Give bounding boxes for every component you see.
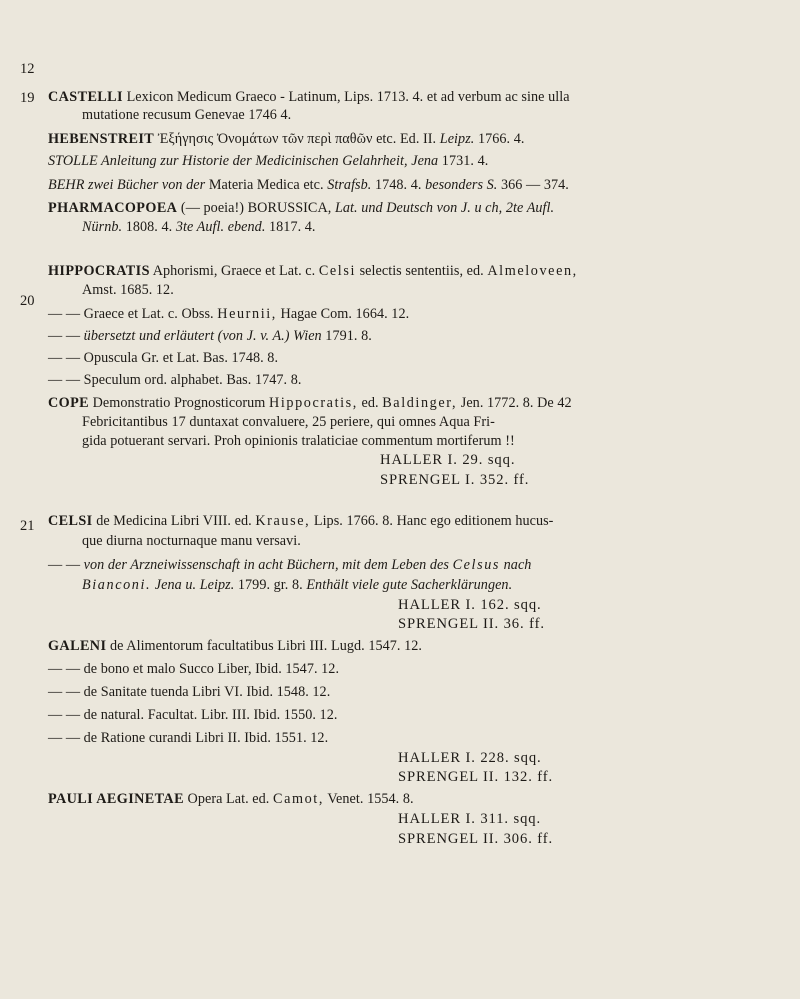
text-run: HALLER I. 311. sqq. xyxy=(398,811,542,827)
text-run: HALLER I. 228. sqq. xyxy=(398,750,542,766)
margin-number: 21 xyxy=(20,518,35,534)
text-run: 366 — 374. xyxy=(497,177,569,193)
text-run: mutatione recusum Genevae 1746 4. xyxy=(82,107,292,123)
text-run: Strafsb. xyxy=(327,177,372,193)
text-run: Celsus xyxy=(452,557,501,573)
entry-line xyxy=(48,706,337,724)
text-run: Camot, xyxy=(273,791,324,807)
entry-line xyxy=(48,152,488,170)
entry-line xyxy=(82,532,301,550)
entry-line xyxy=(380,451,515,469)
text-run: Almeloveen, xyxy=(487,263,578,279)
text-run: nach xyxy=(503,557,532,573)
text-run: Materia Medica etc. xyxy=(205,177,328,193)
text-run: que diurna nocturnaque manu versavi. xyxy=(82,533,301,549)
text-run: COPE xyxy=(48,395,90,411)
margin-number: 20 xyxy=(20,293,35,309)
text-run: — — Graece et Lat. c. Obss. xyxy=(48,306,218,322)
text-run: — — xyxy=(48,328,84,344)
entry-line xyxy=(48,637,422,655)
entry-line xyxy=(48,790,414,808)
entry-line xyxy=(380,471,529,489)
text-run: — — Speculum ord. alphabet. Bas. 1747. 8. xyxy=(48,372,302,388)
text-run: (— poeia!) BORUSSICA, xyxy=(177,200,335,216)
margin-number: 19 xyxy=(20,90,35,106)
text-run: Celsi xyxy=(318,263,356,279)
entry-line xyxy=(398,810,541,828)
text-run: CELSI xyxy=(48,513,93,529)
text-run: übersetzt und erläutert (von J. v. A.) Wien xyxy=(83,328,322,344)
text-run: selectis sententiis, ed. xyxy=(356,263,488,279)
text-run: SPRENGEL II. 306. ff. xyxy=(398,831,554,847)
text-run: — — de Sanitate tuenda Libri VI. Ibid. 1548. 12. xyxy=(48,684,331,700)
text-run: Lexicon Medicum Graeco - Latinum, Lips. 1713. 4. et ad verbum ac sine ulla xyxy=(122,89,570,105)
entry-line xyxy=(48,729,328,747)
entry-line xyxy=(82,432,515,450)
text-run: Aphorismi, Graece et Lat. c. xyxy=(149,263,319,279)
text-run: Lat. und Deutsch von J. u ch, 2te Aufl. xyxy=(334,200,555,216)
text-run: de Medicina Libri VIII. ed. xyxy=(92,513,256,529)
text-run: SPRENGEL II. 36. ff. xyxy=(398,616,545,632)
entry-line xyxy=(48,305,409,323)
entry-line xyxy=(82,106,291,124)
text-run: — — de natural. Facultat. Libr. III. Ibid. 1550. 12. xyxy=(48,707,338,723)
text-run: — — xyxy=(48,557,84,573)
text-run: Bianconi. xyxy=(82,577,152,593)
text-run: von der Arzneiwissenschaft in acht Büchern, mit dem Leben des xyxy=(83,557,449,573)
text-run: 1817. 4. xyxy=(265,219,316,235)
entry-line xyxy=(82,281,174,299)
text-run: Enthält viele gute Sacherklärungen. xyxy=(306,577,513,593)
entry-line xyxy=(48,176,569,194)
text-run: Venet. 1554. 8. xyxy=(323,791,414,807)
text-run: 1791. 8. xyxy=(321,328,372,344)
text-run: Baldinger, xyxy=(382,395,458,411)
text-run: Krause, xyxy=(255,513,311,529)
text-run: Jena u. Leipz. xyxy=(154,577,235,593)
entry-line xyxy=(48,262,578,280)
text-run: 1808. 4. xyxy=(122,219,176,235)
text-run: 1766. 4. xyxy=(474,131,525,147)
text-run: Febricitantibus 17 duntaxat convaluere, 25 periere, qui omnes Aqua Fri- xyxy=(82,414,495,430)
entry-line xyxy=(48,371,301,389)
text-run: Ἐξήγησις Ὀνομάτων τῶν περὶ παθῶν etc. Ed. II. xyxy=(154,131,440,147)
text-run: Hippocratis, xyxy=(268,395,358,411)
entry-line xyxy=(48,394,572,412)
text-run: Hagae Com. 1664. 12. xyxy=(276,306,410,322)
text-run: BEHR zwei Bücher von der xyxy=(48,177,206,193)
entry-line xyxy=(398,615,545,633)
text-run: Demonstratio Prognosticorum xyxy=(89,395,269,411)
text-run: Amst. 1685. 12. xyxy=(82,282,174,298)
entry-line xyxy=(82,218,316,236)
text-run: Lips. 1766. 8. Hanc ego editionem hucus- xyxy=(310,513,554,529)
text-run: HALLER I. 29. sqq. xyxy=(380,452,516,468)
text-run: 3te Aufl. ebend. xyxy=(175,219,266,235)
text-run: SPRENGEL I. 352. ff. xyxy=(380,472,530,488)
text-run: SPRENGEL II. 132. ff. xyxy=(398,769,554,785)
text-run: PAULI AEGINETAE xyxy=(48,791,184,807)
entry-line xyxy=(48,327,372,345)
text-run: 1748. 4. xyxy=(371,177,426,193)
entry-line xyxy=(48,683,330,701)
entry-line xyxy=(398,749,542,767)
entry-line xyxy=(48,349,278,367)
text-run: besonders S. xyxy=(425,177,498,193)
entry-line xyxy=(48,660,339,678)
text-run: de Alimentorum facultatibus Libri III. Lugd. 1547. 12. xyxy=(106,638,422,654)
page-number: 12 xyxy=(20,61,35,77)
entry-line xyxy=(398,768,553,786)
text-run: CASTELLI xyxy=(48,89,123,105)
entry-line xyxy=(48,199,554,217)
entry-line xyxy=(82,413,495,431)
entry-line xyxy=(48,556,531,574)
text-run: 1799. gr. 8. xyxy=(234,577,307,593)
text-run: GALENI xyxy=(48,638,107,654)
text-run: Leipz. xyxy=(439,131,475,147)
entry-line xyxy=(48,130,524,148)
text-run: Heurnii, xyxy=(217,306,277,322)
text-run: Opera Lat. ed. xyxy=(183,791,273,807)
text-run: — — de bono et malo Succo Liber, Ibid. 1547. 12. xyxy=(48,661,340,677)
entry-line xyxy=(82,576,512,594)
text-run: — — de Ratione curandi Libri II. Ibid. 1551. 12. xyxy=(48,730,329,746)
text-run: Jen. 1772. 8. De 42 xyxy=(457,395,572,411)
text-run: HIPPOCRATIS xyxy=(48,263,150,279)
entry-line xyxy=(48,88,570,106)
text-run: PHARMACOPOEA xyxy=(48,200,178,216)
text-run: HEBENSTREIT xyxy=(48,131,155,147)
text-run: 1731. 4. xyxy=(438,153,489,169)
text-run: gida potuerant servari. Proh opinionis tralaticiae commentum mortiferum !! xyxy=(82,433,515,449)
text-run: Nürnb. xyxy=(82,219,123,235)
text-run: — — Opuscula Gr. et Lat. Bas. 1748. 8. xyxy=(48,350,279,366)
text-run: HALLER I. 162. sqq. xyxy=(398,597,542,613)
text-run: Jena xyxy=(411,153,439,169)
entry-line xyxy=(398,830,553,848)
entry-line xyxy=(48,512,553,530)
entry-line xyxy=(398,596,542,614)
text-run: STOLLE Anleitung zur Historie der Medicinischen Gelahrheit, xyxy=(48,153,408,169)
text-run: ed. xyxy=(357,395,383,411)
